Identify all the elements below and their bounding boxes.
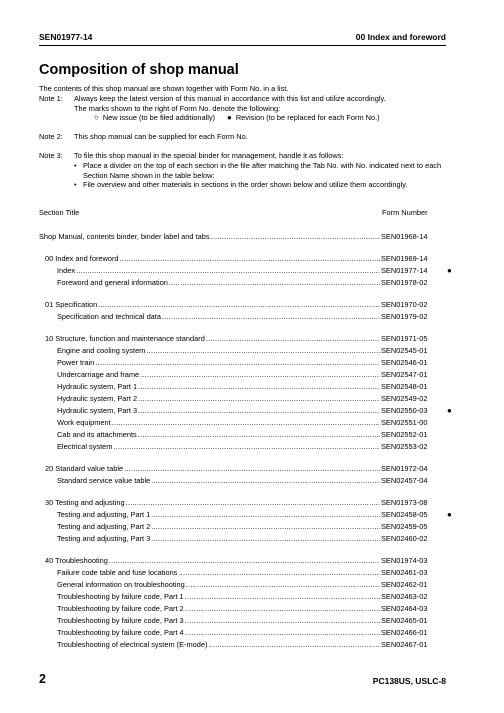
toc-row bbox=[39, 299, 459, 311]
toc-title: 01 Specification bbox=[45, 300, 98, 309]
leader-dots bbox=[151, 509, 380, 521]
toc-title: Work equipment bbox=[57, 418, 111, 427]
toc-title: 20 Standard value table bbox=[45, 464, 124, 473]
marks-legend bbox=[39, 113, 449, 123]
note-3-bullet-text: Place a divider on the top of each section in the file after matching the Tab No. with No. indicated next to each Section Name shown in the table below: bbox=[83, 160, 442, 180]
toc-form-number: SEN02553-02 bbox=[381, 442, 428, 451]
revision-mark-icon: ● bbox=[447, 266, 452, 275]
leader-dots bbox=[109, 555, 380, 567]
toc-form-number: SEN01970-02 bbox=[381, 300, 428, 309]
toc-title: Specification and technical data bbox=[57, 312, 161, 321]
toc-form-number: SEN01971-05 bbox=[381, 334, 428, 343]
toc-title: Troubleshooting by failure code, Part 2 bbox=[57, 604, 184, 613]
toc-title: Troubleshooting by failure code, Part 4 bbox=[57, 628, 184, 637]
toc-title: Electrical system bbox=[57, 442, 113, 451]
toc-row bbox=[39, 369, 459, 381]
toc-row bbox=[39, 381, 459, 393]
toc-form-number: SEN01972-04 bbox=[381, 464, 428, 473]
note-3-label: Note 3: bbox=[39, 150, 63, 160]
header-doc-number: SEN01977-14 bbox=[39, 32, 93, 42]
toc-row bbox=[39, 463, 459, 475]
bullet-icon: • bbox=[74, 160, 77, 170]
new-issue-mark-icon: ○ bbox=[94, 113, 99, 123]
note-1-text2: The marks shown to the right of Form No. denote the following: bbox=[74, 103, 281, 113]
leader-dots bbox=[76, 265, 380, 277]
toc-form-number: SEN02462-01 bbox=[381, 580, 428, 589]
note-1 bbox=[39, 94, 449, 104]
leader-dots bbox=[178, 567, 380, 579]
toc-row bbox=[39, 405, 459, 417]
toc-title: Testing and adjusting, Part 3 bbox=[57, 534, 151, 543]
toc-row bbox=[39, 475, 459, 487]
toc-title: Engine and cooling system bbox=[57, 346, 146, 355]
toc-row bbox=[39, 311, 459, 323]
leader-dots bbox=[138, 393, 380, 405]
new-issue-text: New issue (to be filed additionally) bbox=[102, 113, 215, 123]
toc-title: Hydraulic system, Part 2 bbox=[57, 394, 138, 403]
note-1-label: Note 1: bbox=[39, 93, 63, 103]
toc-form-number: SEN02464-03 bbox=[381, 604, 428, 613]
toc-form-number: SEN02463-02 bbox=[381, 592, 428, 601]
toc-row bbox=[39, 417, 459, 429]
leader-dots bbox=[138, 405, 380, 417]
toc-form-number: SEN01974-03 bbox=[381, 556, 428, 565]
toc-row bbox=[39, 639, 459, 651]
toc-title: Failure code table and fuse locations bbox=[57, 568, 178, 577]
toc-title: 10 Structure, function and maintenance standard bbox=[45, 334, 205, 343]
leader-dots bbox=[185, 627, 380, 639]
leader-dots bbox=[98, 299, 380, 311]
toc-form-number: SEN02550-03 bbox=[381, 406, 428, 415]
toc-row bbox=[39, 579, 459, 591]
toc-form-number: SEN02458-05 bbox=[381, 510, 428, 519]
column-header-section-title: Section Title bbox=[39, 208, 80, 217]
note-2-label: Note 2: bbox=[39, 132, 63, 142]
toc-title: 40 Troubleshooting bbox=[45, 556, 108, 565]
leader-dots bbox=[95, 357, 380, 369]
toc-form-number: SEN02460-02 bbox=[381, 534, 428, 543]
toc-row bbox=[39, 627, 459, 639]
note-3-text: To file this shop manual in the special binder for management, handle it as follows: bbox=[74, 150, 344, 160]
toc-row bbox=[39, 603, 459, 615]
revision-mark-icon: ● bbox=[447, 510, 452, 519]
note-3-bullet bbox=[39, 161, 449, 181]
toc-form-number: SEN02552-01 bbox=[381, 430, 428, 439]
toc-title: Shop Manual, contents binder, binder label and tabs bbox=[39, 232, 210, 241]
leader-dots bbox=[138, 381, 380, 393]
leader-dots bbox=[185, 591, 380, 603]
toc-title: Hydraulic system, Part 1 bbox=[57, 382, 138, 391]
toc-title: Undercarriage and frame bbox=[57, 370, 140, 379]
toc-row bbox=[39, 441, 459, 453]
toc-form-number: SEN01977-14 bbox=[381, 266, 428, 275]
toc-form-number: SEN02547-01 bbox=[381, 370, 428, 379]
leader-dots bbox=[140, 369, 380, 381]
header-rule bbox=[39, 45, 446, 46]
toc-row bbox=[39, 265, 459, 277]
toc-row bbox=[39, 393, 459, 405]
toc-title: Testing and adjusting, Part 1 bbox=[57, 510, 151, 519]
toc-title: 00 Index and foreword bbox=[45, 254, 119, 263]
leader-dots bbox=[162, 311, 380, 323]
toc-row bbox=[39, 509, 459, 521]
toc-row bbox=[39, 231, 459, 243]
note-2 bbox=[39, 132, 449, 142]
revision-text: Revision (to be replaced for each Form No.) bbox=[235, 113, 380, 123]
toc-row bbox=[39, 615, 459, 627]
leader-dots bbox=[208, 639, 380, 651]
toc-row bbox=[39, 567, 459, 579]
toc-form-number: SEN02548-01 bbox=[381, 382, 428, 391]
bullet-icon: • bbox=[74, 180, 77, 190]
toc-row bbox=[39, 333, 459, 345]
toc-title: Index bbox=[57, 266, 76, 275]
page-title: Composition of shop manual bbox=[39, 62, 239, 78]
toc-form-number: SEN02457-04 bbox=[381, 476, 428, 485]
header-section-title: 00 Index and foreword bbox=[355, 32, 446, 42]
toc-form-number: SEN01968-14 bbox=[381, 232, 428, 241]
toc-title: Troubleshooting by failure code, Part 1 bbox=[57, 592, 184, 601]
note-1-text: Always keep the latest version of this manual in accordance with this list and utilize accordingly. bbox=[74, 93, 386, 103]
toc-row bbox=[39, 253, 459, 265]
toc-form-number: SEN01979-02 bbox=[381, 312, 428, 321]
note-3-bullet bbox=[39, 180, 449, 190]
toc-form-number: SEN02465-01 bbox=[381, 616, 428, 625]
section-spacer bbox=[39, 453, 459, 463]
leader-dots bbox=[126, 497, 380, 509]
toc-row bbox=[39, 497, 459, 509]
leader-dots bbox=[169, 277, 380, 289]
toc-form-number: SEN02466-01 bbox=[381, 628, 428, 637]
toc-form-number: SEN01978-02 bbox=[381, 278, 428, 287]
toc-title: Foreword and general information bbox=[57, 278, 168, 287]
leader-dots bbox=[151, 475, 380, 487]
leader-dots bbox=[112, 417, 380, 429]
leader-dots bbox=[113, 441, 380, 453]
toc-row bbox=[39, 533, 459, 545]
toc-title: Testing and adjusting, Part 2 bbox=[57, 522, 151, 531]
leader-dots bbox=[185, 615, 380, 627]
toc-title: Hydraulic system, Part 3 bbox=[57, 406, 138, 415]
note-2-text: This shop manual can be supplied for each Form No. bbox=[74, 132, 248, 142]
leader-dots bbox=[151, 521, 380, 533]
toc-form-number: SEN01973-08 bbox=[381, 498, 428, 507]
toc-form-number: SEN02545-01 bbox=[381, 346, 428, 355]
footer-model: PC138US, USLC-8 bbox=[372, 676, 446, 686]
column-header-form-number: Form Number bbox=[382, 208, 428, 217]
leader-dots bbox=[138, 429, 380, 441]
toc-title: General information on troubleshooting bbox=[57, 580, 185, 589]
toc-title: Power train bbox=[57, 358, 95, 367]
intro-block bbox=[39, 84, 449, 190]
leader-dots bbox=[206, 333, 380, 345]
page-number: 2 bbox=[39, 672, 46, 686]
contents-table bbox=[39, 231, 459, 651]
toc-row bbox=[39, 429, 459, 441]
toc-form-number: SEN02467-01 bbox=[381, 640, 428, 649]
toc-title: Cab and its attachments bbox=[57, 430, 137, 439]
toc-form-number: SEN02549-02 bbox=[381, 394, 428, 403]
toc-row bbox=[39, 521, 459, 533]
leader-dots bbox=[146, 345, 380, 357]
leader-dots bbox=[211, 231, 380, 243]
leader-dots bbox=[186, 579, 380, 591]
toc-row bbox=[39, 277, 459, 289]
toc-title: Troubleshooting of electrical system (E-mode) bbox=[57, 640, 208, 649]
toc-row bbox=[39, 591, 459, 603]
section-spacer bbox=[39, 323, 459, 333]
intro-text: The contents of this shop manual are shown together with Form No. in a list. bbox=[39, 84, 289, 93]
note-3 bbox=[39, 151, 449, 161]
section-spacer bbox=[39, 545, 459, 555]
toc-title: 30 Testing and adjusting bbox=[45, 498, 125, 507]
section-spacer bbox=[39, 487, 459, 497]
leader-dots bbox=[124, 463, 380, 475]
toc-row bbox=[39, 555, 459, 567]
section-spacer bbox=[39, 289, 459, 299]
leader-dots bbox=[151, 533, 380, 545]
toc-row bbox=[39, 345, 459, 357]
toc-form-number: SEN02461-03 bbox=[381, 568, 428, 577]
toc-form-number: SEN02546-01 bbox=[381, 358, 428, 367]
toc-form-number: SEN02459-05 bbox=[381, 522, 428, 531]
revision-mark-icon: ● bbox=[227, 113, 232, 123]
note-3-bullet-text: File overview and other materials in sections in the order shown below and utilize them accordingly. bbox=[83, 180, 408, 190]
leader-dots bbox=[120, 253, 380, 265]
leader-dots bbox=[185, 603, 380, 615]
toc-form-number: SEN02551-00 bbox=[381, 418, 428, 427]
toc-title: Standard service value table bbox=[57, 476, 151, 485]
section-spacer bbox=[39, 243, 459, 253]
revision-mark-icon: ● bbox=[447, 406, 452, 415]
toc-title: Troubleshooting by failure code, Part 3 bbox=[57, 616, 184, 625]
toc-row bbox=[39, 357, 459, 369]
toc-form-number: SEN01969-14 bbox=[381, 254, 428, 263]
